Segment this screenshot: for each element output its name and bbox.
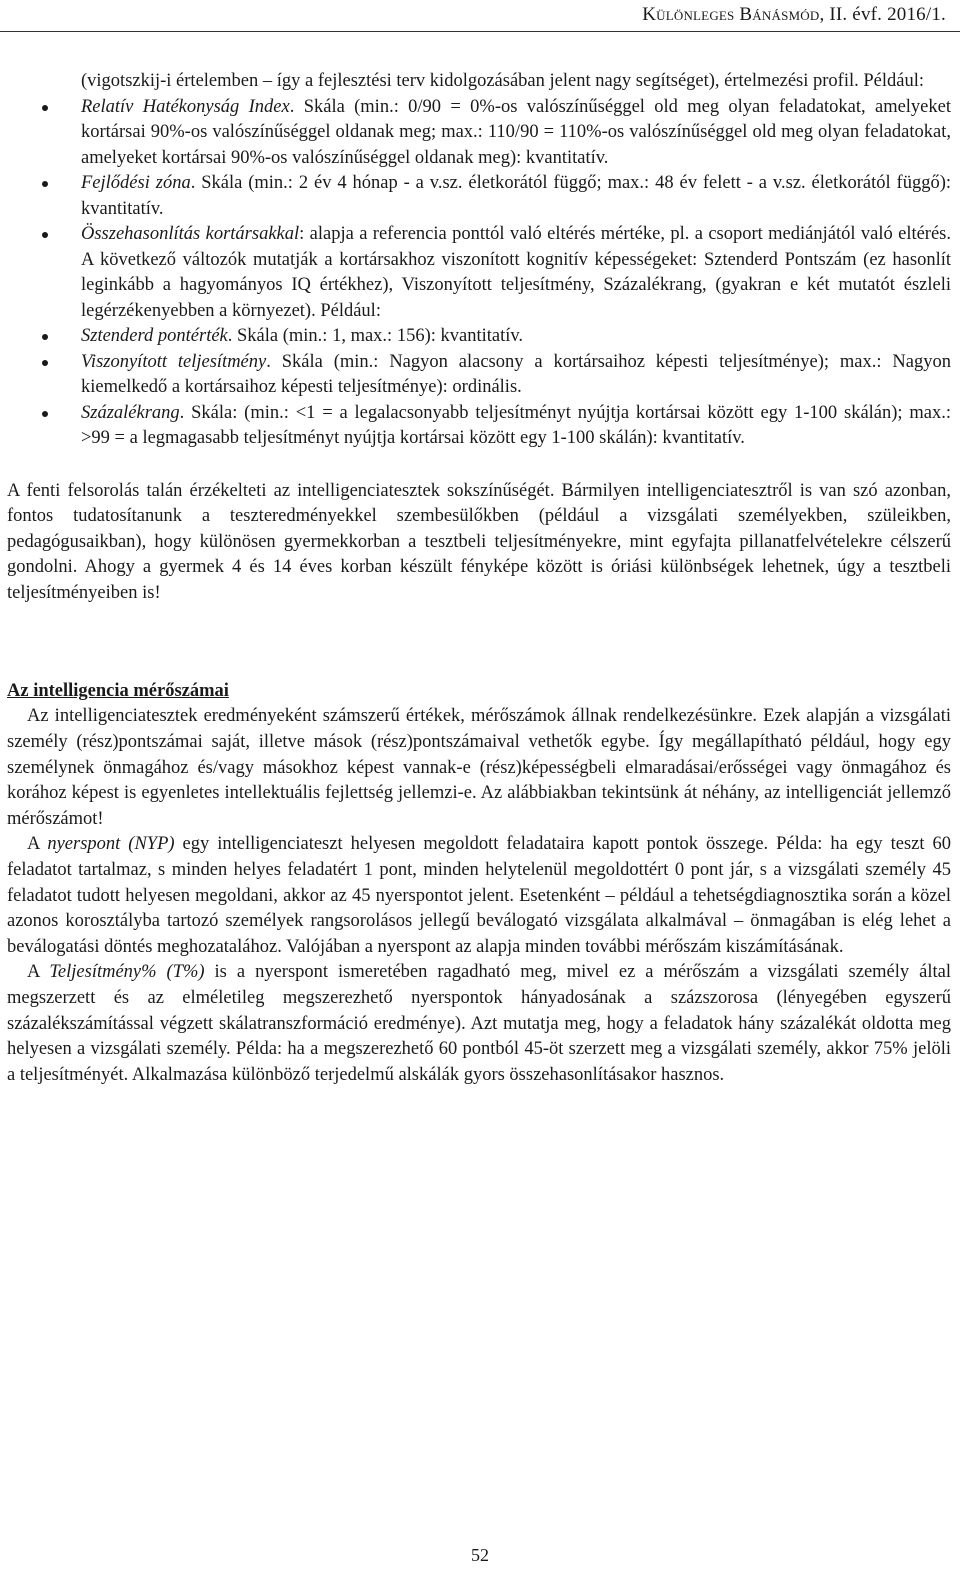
bullet-icon: [42, 334, 48, 340]
list-item-term: Viszonyított teljesítmény: [81, 351, 267, 372]
list-item-text: . Skála (min.: 1, max.: 156): kvantitatív.: [227, 326, 524, 346]
list-item-term: Fejlődési zóna: [81, 173, 191, 193]
bullet-icon: [42, 105, 48, 111]
bullet-list-2: [7, 324, 951, 452]
bullet-icon: [42, 360, 48, 366]
header-rule: [0, 31, 960, 32]
list-item-text: . Skála: (min.: <1 = a legalacsonyabb teljesítményt nyújtja kortársai között egy 1-100 skálán); max.: >99 = a legmagasabb teljesítményt nyújtja kortársai között egy 1-100 skálán): kvantitatív.: [81, 402, 951, 448]
list-item-text: . Skála (min.: 2 év 4 hónap - a v.sz. életkorától függő; max.: 48 év felett - a v.sz. életkorától függő): kvantitatív.: [81, 173, 951, 219]
list-item: [7, 95, 951, 172]
paragraph: A fenti felsorolás talán érzékelteti az intelligenciatesztek sokszínűségét. Bármilyen intelligenciatesztről is van szó azonban, fontos tudatosítanunk a teszteredményekkel szembesülőkben (például a vizsgálati személyekben, szüleikben, pedagógusaikban), hogy különösen gyermekkorban a tesztbeli teljesítményekre, mint egyfajta pillanatfelvételekre célszerű gondolni. Ahogy a gyermek 4 és 14 éves korban készült fényképe között is óriási különbségek lehetnek, úgy a tesztbeli teljesítményeiben is!: [7, 480, 951, 603]
list-item: [7, 222, 951, 324]
running-header: [642, 4, 946, 26]
bullet-icon: [42, 181, 48, 187]
list-item: [7, 350, 951, 401]
list-item: [7, 324, 951, 350]
paragraph: Az intelligenciatesztek eredményeként számszerű értékek, mérőszámok állnak rendelkezésünkre. Ezek alapján a vizsgálati személy (rész)pontszámai saját, illetve mások (rész)pontszámaival vethetők egybe. Így megállapítható például, hogy egy személynek önmagához és/vagy másokhoz képest vannak-e (rész)képességbeli elmaradásai/erősségei vagy önmagához és korához képest is egyenletes intellektuális fejlettség jellemzi-e. Az alábbiakban tekintsünk át néhány, az intelligenciát jellemző mérőszámot!: [7, 706, 951, 829]
paragraph-text: egy intelligenciateszt helyesen megoldott feladataira kapott pontok összege. Példa: ha egy teszt 60 feladatot tartalmaz, s minden helyes feladatért 1 pont, minden helytelenül megoldottért 0 pont jár, s a vizsgálati személy 45 feladatot tudott helyesen megoldani, akkor az 45 nyerspontot jelent. Esetenként – például a tehetségdiagnosztika során a közel azonos korosztályba tartozó személyek rangsorolásos jellegű beválogató vizsgálata alkalmával – önmagában is elég lehet a beválogatási döntés meghozatalához. Valójában a nyerspont az alapja minden további mérőszám kiszámításának.: [7, 834, 951, 957]
term-teljesitmeny: Teljesítmény% (T%): [49, 962, 205, 983]
list-item-text: . Skála (min.: 0/90 = 0%-os valószínűséggel old meg olyan feladatokat, amelyeket kortársai 90%-os valószínűséggel oldanak meg; max.: 110/90 = 110%-os valószínűséggel old meg olyan feladatokat, amelyeket kortársai 90%-os valószínűséggel oldanak meg): kvantitatív.: [81, 96, 951, 168]
term-nyerspont: nyerspont (NYP): [47, 834, 175, 855]
intro-text: (vigotszkij-i értelemben – így a fejlesztési terv kidolgozásában jelent nagy segítséget), értelmezési profil. Például:: [81, 71, 925, 91]
list-item-term: Összehasonlítás kortársakkal: [81, 224, 300, 244]
paragraph-text: is a nyerspont ismeretében ragadható meg, mivel ez a mérőszám a vizsgálati személy által megszerzett és az elméletileg megszerezhető nyerspontok hányadosának a százszorosa (lényegében egyszerű százalékszámítással végzett skálatranszformáció eredménye). Azt mutatja meg, hogy a feladatok hány százalékát oldotta meg helyesen a vizsgálati személy. Példa: ha a megszerezhető 60 pontból 45-öt szerzett meg a vizsgálati személy, akkor 75% jelöli a teljesítményét. Alkalmazása különböző terjedelmű alskálák gyors összehasonlításakor hasznos.: [7, 962, 951, 1085]
list-item-term: Relatív Hatékonyság Index: [81, 96, 290, 117]
bullet-icon: [42, 411, 48, 417]
page-number: 52: [471, 1545, 489, 1565]
paragraph-lead: A: [27, 962, 50, 983]
journal-title: Különleges Bánásmód: [642, 4, 820, 25]
page-content: [7, 69, 951, 1088]
list-item-term: Sztenderd pontérték: [81, 326, 228, 346]
bullet-list-1: [7, 95, 951, 325]
list-item-text: . Skála (min.: Nagyon alacsony a kortársaihoz képesti teljesítménye); max.: Nagyon kiemelkedő a kortársaihoz képesti teljesítménye): ordinális.: [81, 351, 951, 397]
journal-issue: , II. évf. 2016/1.: [819, 4, 946, 25]
paragraph-lead: A: [27, 834, 48, 855]
list-item: [7, 401, 951, 452]
list-item-text: : alapja a referencia ponttól való eltérés mértéke, pl. a csoport mediánjától való eltérés. A következő változók mutatják a kortársakhoz viszonított kognitív képességeket: Sztenderd Pontszám (ez hasonlít leginkább a hagyományos IQ értékhez), Viszonyított teljesítmény, Százalékrang, (gyakran e két mutatót észleli legérzékenyebben a környezet). Például:: [81, 224, 951, 321]
section-title: Az intelligencia mérőszámai: [7, 681, 229, 702]
paragraph: [7, 832, 951, 960]
paragraph: [7, 960, 951, 1088]
list-item-term: Százalékrang: [81, 402, 180, 423]
list-item: [7, 171, 951, 222]
bullet-icon: [42, 232, 48, 238]
